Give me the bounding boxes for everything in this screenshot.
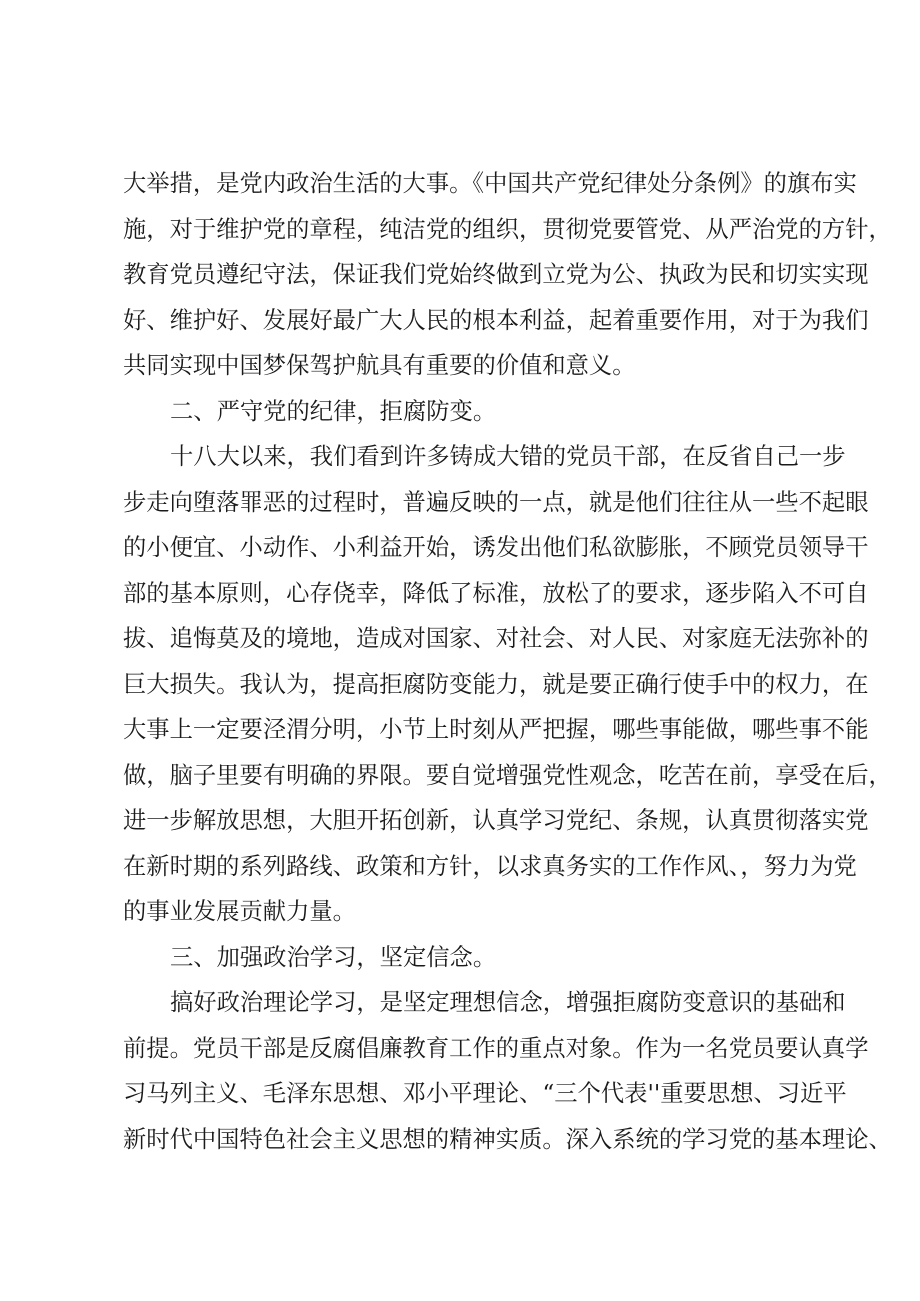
text-line: 进一步解放思想，大胆开拓创新，认真学习党纪、条规，认真贯彻落实党 bbox=[123, 807, 869, 834]
paragraph bbox=[123, 161, 892, 389]
text-line: 巨大损失。我认为，提高拒腐防变能力，就是要正确行使手中的权力，在 bbox=[123, 670, 869, 698]
paragraph bbox=[123, 980, 892, 1162]
section-heading-text: 三、加强政治学习，坚定信念。 bbox=[170, 943, 497, 971]
text-line: 做，脑子里要有明确的界限。要自觉增强党性观念，吃苦在前，享受在后， bbox=[123, 761, 892, 789]
text-line: 步走向堕落罪恶的过程时，普遍反映的一点，就是他们往往从一些不起眼 bbox=[123, 488, 869, 516]
text-line: 搞好政治理论学习，是坚定理想信念，增强拒腐防变意识的基础和 bbox=[170, 989, 846, 1016]
text-line: 在新时期的系列路线、政策和方针，以求真务实的工作作风、，努力为党 bbox=[123, 852, 857, 880]
text-line: 大事上一定要泾渭分明，小节上时刻从严把握，哪些事能做，哪些事不能 bbox=[123, 716, 869, 743]
paragraph bbox=[123, 434, 892, 935]
text-line: 施，对于维护党的章程，纯洁党的组织，贯彻党要管党、从严治党的方针， bbox=[123, 215, 892, 243]
text-line: 十八大以来，我们看到许多铸成大错的党员干部，在反省自己一步 bbox=[170, 443, 846, 470]
document-body bbox=[123, 161, 892, 1162]
section-heading bbox=[123, 389, 823, 435]
text-line: 习马列主义、毛泽东思想、邓小平理论、“三个代表''重要思想、习近平 bbox=[123, 1080, 847, 1107]
text-line: 拔、追悔莫及的境地，造成对国家、对社会、对人民、对家庭无法弥补的 bbox=[123, 625, 869, 652]
text-line: 新时代中国特色社会主义思想的精神实质。深入系统的学习党的基本理论、 bbox=[123, 1125, 892, 1153]
text-line: 部的基本原则，心存侥幸，降低了标准，放松了的要求，逐步陷入不可自 bbox=[123, 579, 869, 607]
section-heading bbox=[123, 935, 823, 981]
text-line: 的事业发展贡献力量。 bbox=[123, 898, 356, 925]
text-line: 教育党员遵纪守法，保证我们党始终做到立党为公、执政为民和切实实现 bbox=[123, 261, 869, 288]
text-line: 共同实现中国梦保驾护航具有重要的价值和意义。 bbox=[123, 352, 636, 379]
text-line: 前提。党员干部是反腐倡廉教育工作的重点对象。作为一名党员要认真学 bbox=[123, 1034, 869, 1062]
text-line: 好、维护好、发展好最广大人民的根本利益，起着重要作用，对于为我们 bbox=[123, 306, 869, 334]
text-line: 大举措，是党内政治生活的大事。《中国共产党纪律处分条例》的旗布实 bbox=[123, 170, 857, 197]
section-heading-text: 二、严守党的纪律，拒腐防变。 bbox=[170, 397, 497, 425]
text-line: 的小便宜、小动作、小利益开始，诱发出他们私欲膨胀，不顾党员领导干 bbox=[123, 534, 869, 561]
